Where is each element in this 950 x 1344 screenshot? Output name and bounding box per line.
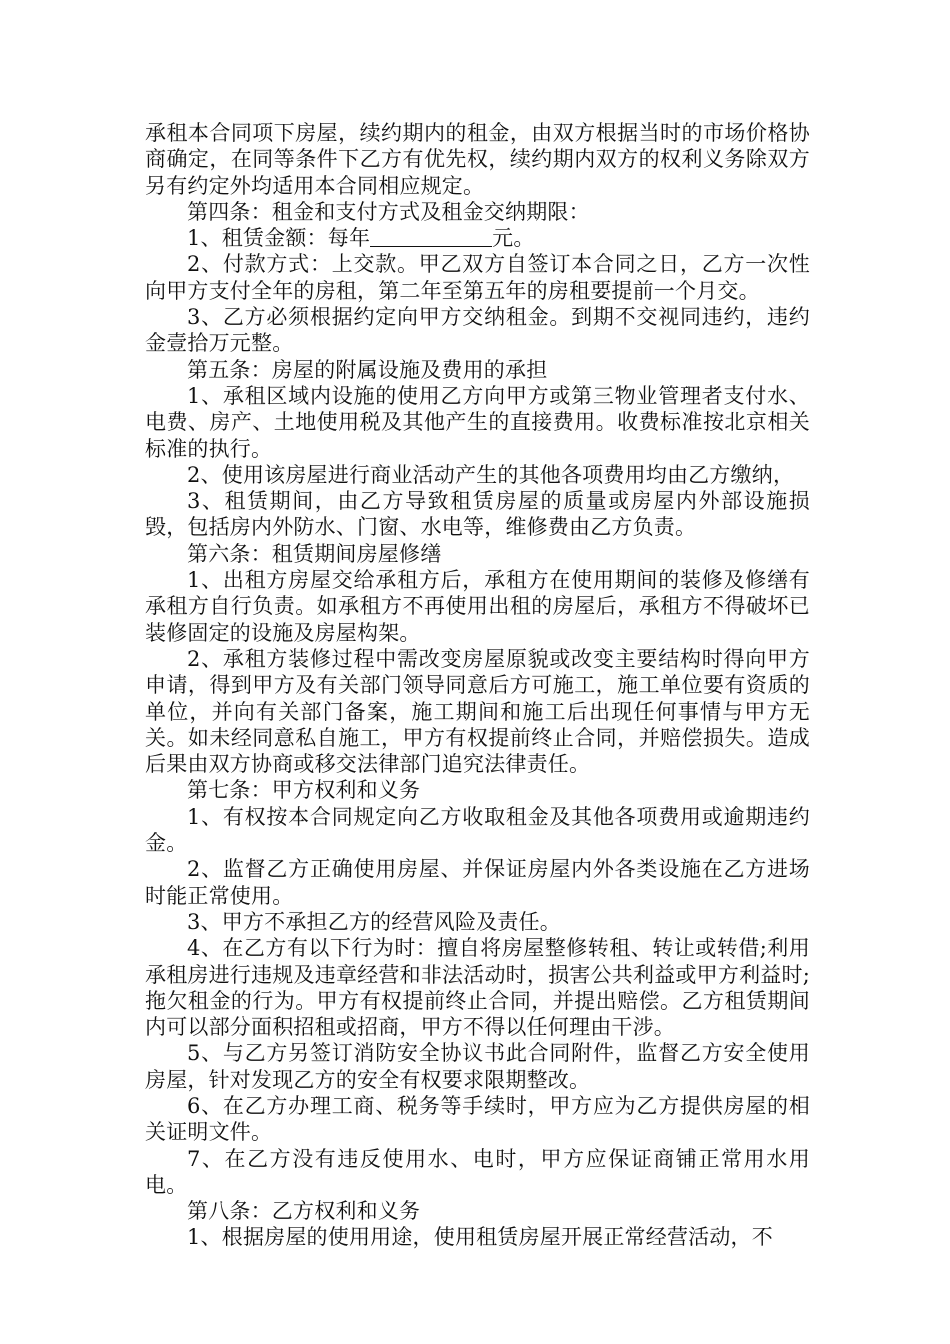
document-body [145, 120, 810, 1251]
article-6-heading: 第六条：租赁期间房屋修缮 [187, 541, 442, 566]
article-6-item-2: 2、承租方装修过程中需改变房屋原貌或改变主要结构时得向甲方申请，得到甲方及有关部门领导同意后方可施工，施工单位要有资质的单位，并向有关部门备案，施工期间和施工后出现任何事情与甲方无关。如未经同意私自施工，甲方有权提前终止合同，并赔偿损失。造成后果由双方协商或移交法律部门追究法律责任。 [145, 646, 810, 777]
article-7-item-3: 3、甲方不承担乙方的经营风险及责任。 [187, 909, 561, 934]
article-6-item-1: 1、出租方房屋交给承租方后，承租方在使用期间的装修及修缮有承租方自行负责。如承租方不再使用出租的房屋后，承租方不得破坏已装修固定的设施及房屋构架。 [145, 568, 810, 645]
article-4-item-3: 3、乙方必须根据约定向甲方交纳租金。到期不交视同违约，违约金壹拾万元整。 [145, 305, 810, 356]
rent-amount-unit: 元。 [492, 226, 535, 251]
article-5-heading: 第五条：房屋的附属设施及费用的承担 [187, 357, 548, 382]
article-5-item-2: 2、使用该房屋进行商业活动产生的其他各项费用均由乙方缴纳， [187, 462, 795, 487]
article-7-item-5: 5、与乙方另签订消防安全协议书此合同附件，监督乙方安全使用房屋，针对发现乙方的安全有权要求限期整改。 [145, 1041, 810, 1092]
article-5-item-3: 3、租赁期间，由乙方导致租赁房屋的质量或房屋内外部设施损毁，包括房内外防水、门窗、水电等，维修费由乙方负责。 [145, 489, 810, 540]
rent-amount-label: 1、租赁金额：每年 [187, 226, 371, 251]
article-8-heading: 第八条：乙方权利和义务 [187, 1199, 421, 1224]
paragraph-continuation: 承租本合同项下房屋，续约期内的租金，由双方根据当时的市场价格协商确定，在同等条件下乙方有优先权，续约期内双方的权利义务除双方另有约定外均适用本合同相应规定。 [145, 121, 810, 198]
article-5-item-1: 1、承租区域内设施的使用乙方向甲方或第三物业管理者支付水、电费、房产、土地使用税及其他产生的直接费用。收费标准按北京相关标准的执行。 [145, 383, 810, 461]
rent-amount-blank [370, 228, 492, 247]
article-4-item-2: 2、付款方式：上交款。甲乙双方自签订本合同之日，乙方一次性向甲方支付全年的房租，第二年至第五年的房租要提前一个月交。 [145, 252, 810, 303]
article-7-item-6: 6、在乙方办理工商、税务等手续时，甲方应为乙方提供房屋的相关证明文件。 [145, 1093, 810, 1145]
article-7-item-4: 4、在乙方有以下行为时：擅自将房屋整修转租、转让或转借;利用承租房进行违规及违章经营和非法活动时，损害公共利益或甲方利益时;拖欠租金的行为。甲方有权提前终止合同，并提出赔偿。乙方租赁期间内可以部分面积招租或招商，甲方不得以任何理由干涉。 [145, 936, 810, 1040]
article-7-item-2: 2、监督乙方正确使用房屋、并保证房屋内外各类设施在乙方进场时能正常使用。 [145, 857, 810, 908]
article-7-item-7: 7、在乙方没有违反使用水、电时，甲方应保证商铺正常用水用电。 [145, 1146, 810, 1197]
article-4-item-1 [145, 225, 810, 251]
article-7-heading: 第七条：甲方权利和义务 [187, 778, 421, 803]
article-8-item-1: 1、根据房屋的使用用途，使用租赁房屋开展正常经营活动，不 [187, 1225, 773, 1250]
article-7-item-1: 1、有权按本合同规定向乙方收取租金及其他各项费用或逾期违约金。 [145, 804, 810, 856]
article-4-heading: 第四条：租金和支付方式及租金交纳期限： [187, 199, 590, 224]
